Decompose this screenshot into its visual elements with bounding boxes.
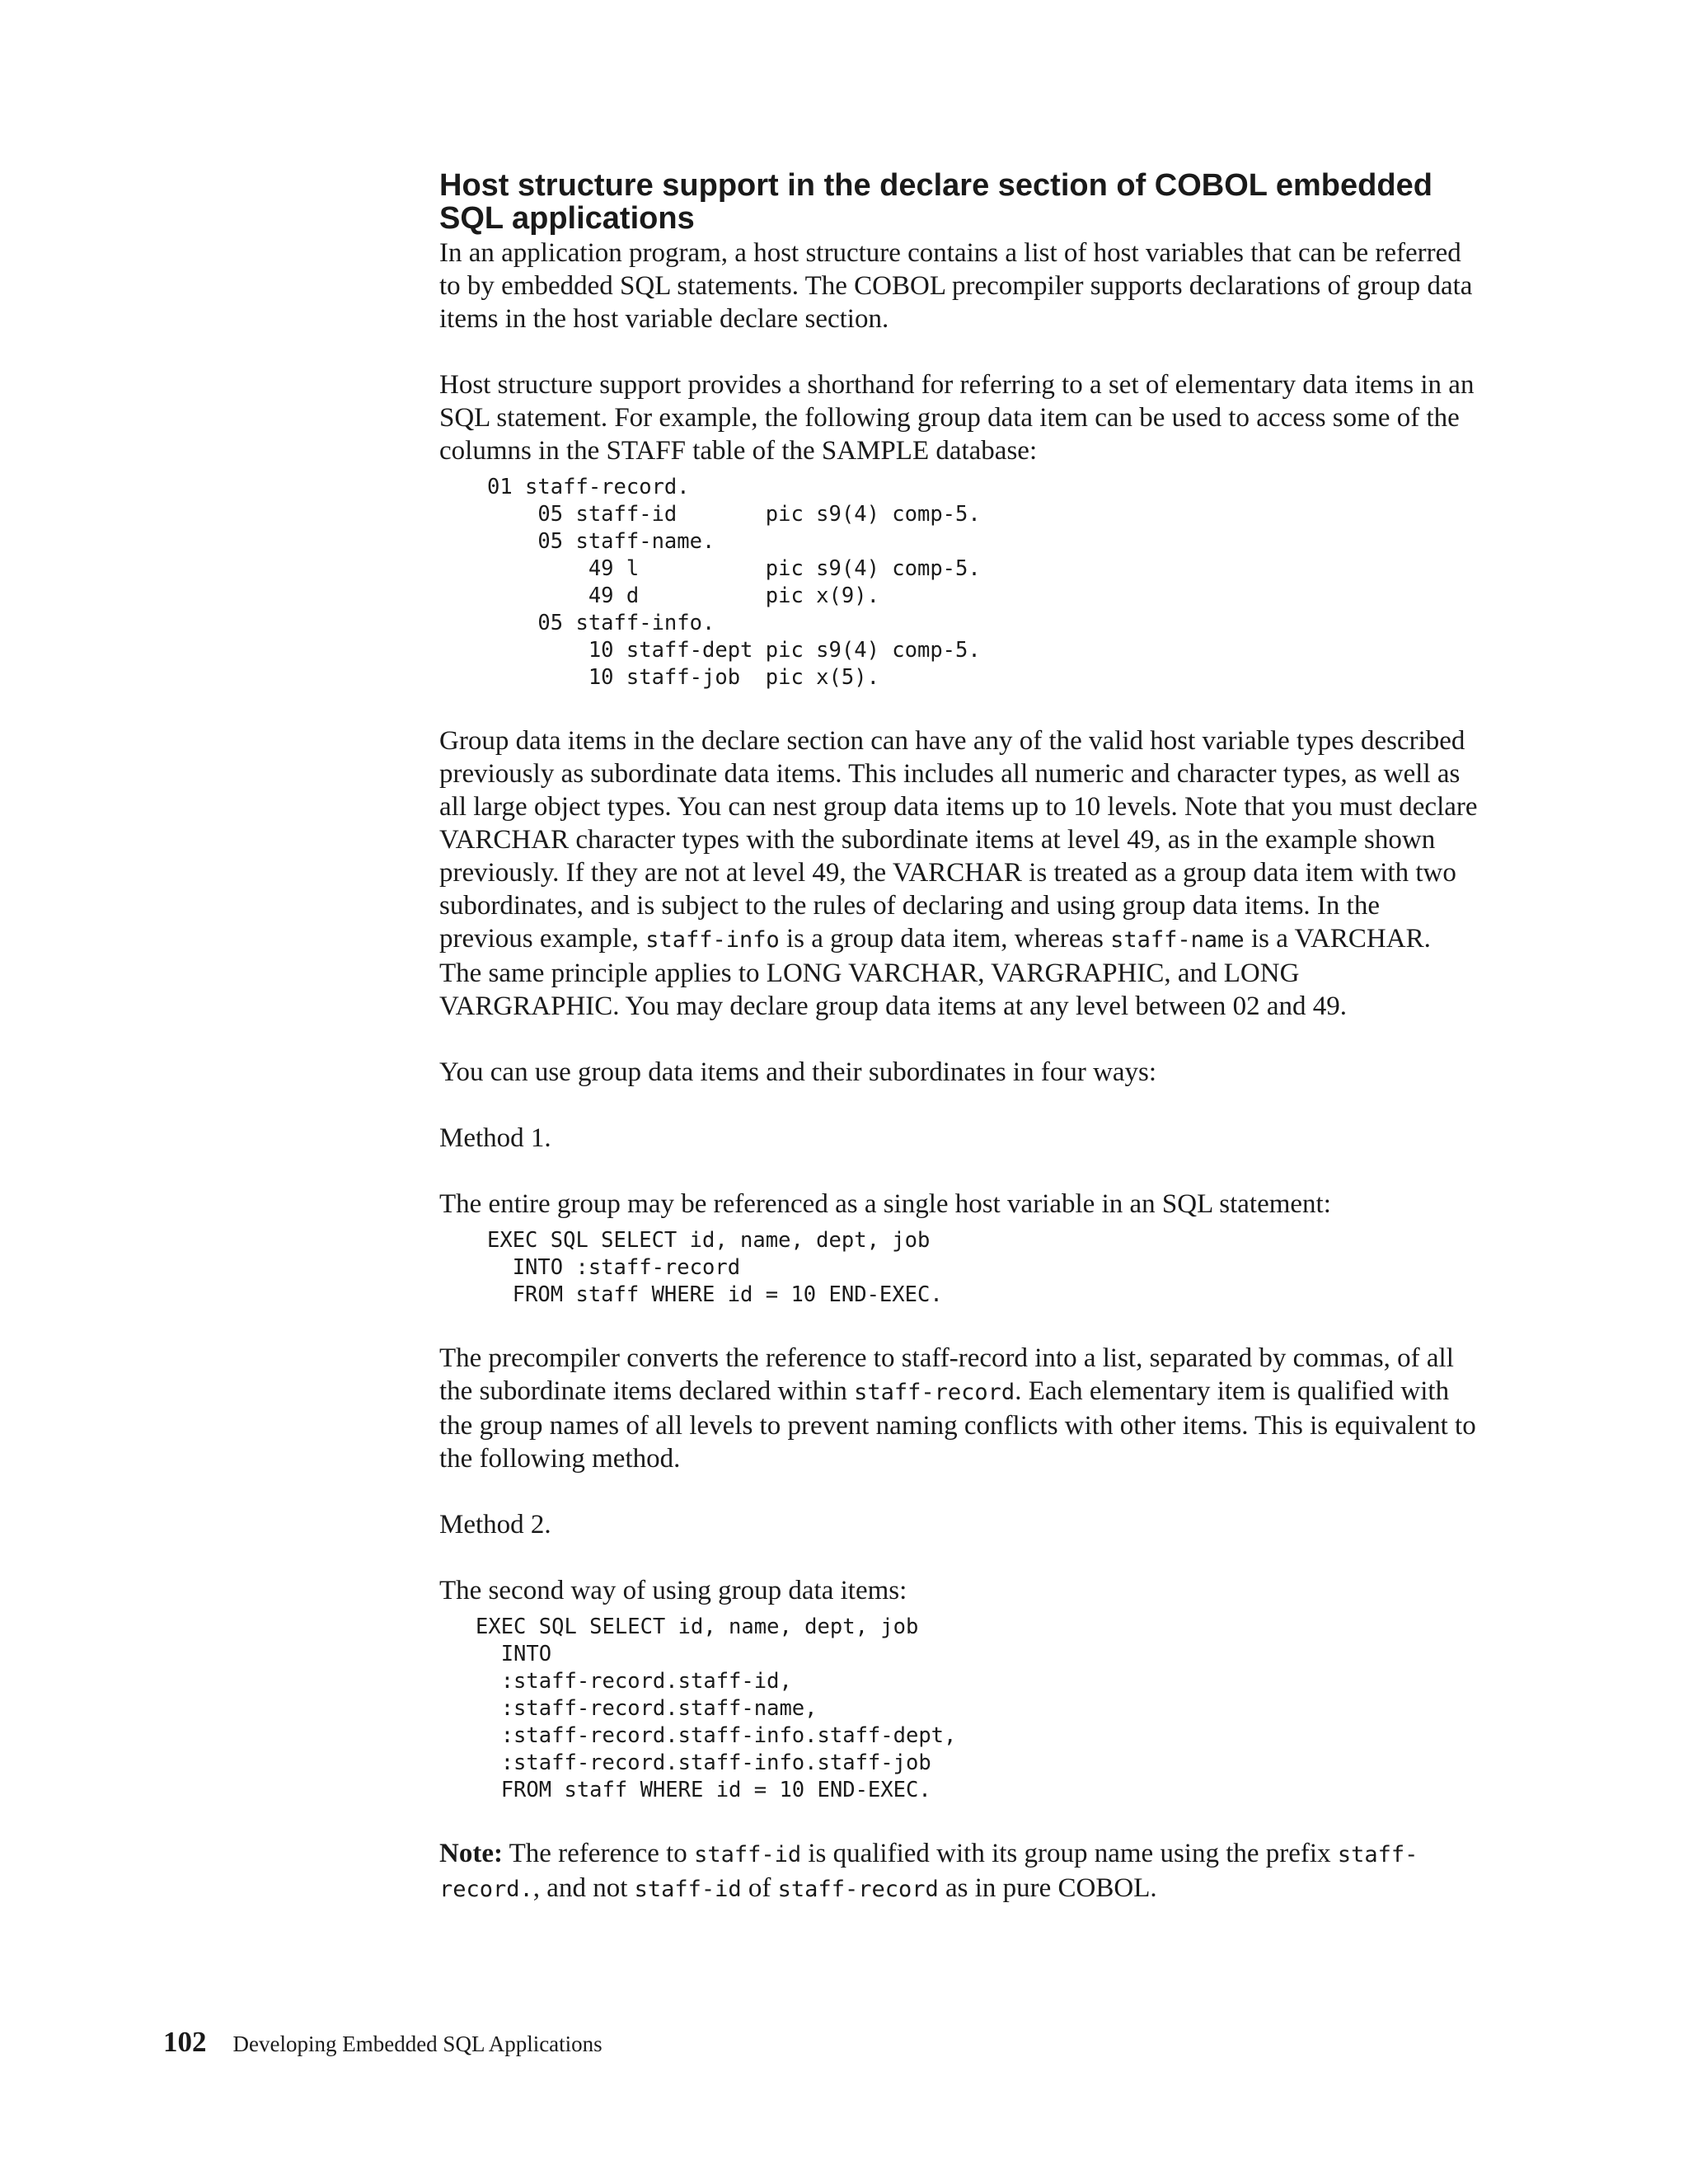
group-items-text-b: is a group data item, whereas	[779, 924, 1111, 954]
note-code-d: staff-record	[777, 1877, 939, 1902]
note-text-d: of	[741, 1873, 778, 1903]
note-text-b: is qualified with its group name using the prefix	[801, 1839, 1338, 1868]
inline-code-staff-record: staff-record	[854, 1380, 1015, 1405]
note-code-b: staff-record.	[439, 1842, 1418, 1902]
precompiler-text-a: The precompiler converts the reference to staff-record into a list, separated by commas, of all the subordinate items declared within	[439, 1343, 1454, 1406]
page-footer	[163, 2026, 603, 2059]
intro-paragraph: In an application program, a host structure contains a list of host variables that can be referred to by embedded SQL statements. The COBOL precompiler supports declarations of group data items in the host variable declare section.	[439, 238, 1473, 334]
four-ways-paragraph: You can use group data items and their subordinates in four ways:	[439, 1057, 1157, 1087]
precompiler-text-b: . Each elementary item is qualified with the group names of all levels to prevent naming conflicts with other items. This is equivalent to the following method.	[439, 1376, 1476, 1474]
method1-label: Method 1.	[439, 1123, 551, 1153]
book-title: Developing Embedded SQL Applications	[232, 2032, 603, 2056]
method2-label: Method 2.	[439, 1510, 551, 1540]
inline-code-staff-info: staff-info	[645, 927, 780, 953]
shorthand-paragraph: Host structure support provides a shorthand for referring to a set of elementary data items in an SQL statement. For example, the following group data item can be used to access some of the columns in the STAFF table of the SAMPLE database:	[439, 370, 1475, 466]
section-title: Host structure support in the declare section of COBOL embedded SQL applications	[439, 168, 1432, 236]
precompiler-paragraph	[439, 1342, 1478, 1475]
note-text-a: The reference to	[502, 1839, 695, 1868]
note-code-c: staff-id	[634, 1877, 742, 1902]
page-number: 102	[163, 2026, 207, 2058]
note-label: Note:	[439, 1839, 503, 1868]
note-text-e: as in pure COBOL.	[938, 1873, 1157, 1903]
group-items-text-a: Group data items in the declare section can have any of the valid host variable types described previously as subordinate data items. This includes all numeric and character types, as well as all large object types. You can nest group data items up to 10 levels. Note that you must declare VARCHAR character types with the subordinate items at level 49, as in the example shown previously. If they are not at level 49, the VARCHAR is treated as a group data item with two subordinates, and is subject to the rules of declaring and using group data items. In the previous example,	[439, 726, 1478, 954]
note-text-c: , and not	[532, 1873, 635, 1903]
code-method2: EXEC SQL SELECT id, name, dept, job INTO :staff-record.staff-id, :staff-record.staff-name, :staff-record.staff-info.staff-dept, :staff-record.staff-info.staff-job FROM staff WHERE id = 10 END-EXEC.	[476, 1615, 957, 1802]
code-staff-record: 01 staff-record. 05 staff-id pic s9(4) comp-5. 05 staff-name. 49 l pic s9(4) comp-5. 49 d pic x(9). 05 staff-info. 10 staff-dept pic s9(4) comp-5. 10 staff-job pic x(5).	[487, 475, 981, 690]
method2-description: The second way of using group data items:	[439, 1576, 907, 1605]
group-items-paragraph	[439, 724, 1478, 1023]
group-items-text-c: is a VARCHAR. The same principle applies to LONG VARCHAR, VARGRAPHIC, and LONG VARGRAPHIC. You may declare group data items at any level between 02 and 49.	[439, 924, 1431, 1021]
note-code-a: staff-id	[694, 1842, 802, 1868]
inline-code-staff-name: staff-name	[1110, 927, 1245, 953]
note-paragraph	[439, 1837, 1478, 1906]
page-content	[439, 169, 1478, 1906]
method1-description: The entire group may be referenced as a single host variable in an SQL statement:	[439, 1189, 1331, 1219]
code-method1: EXEC SQL SELECT id, name, dept, job INTO :staff-record FROM staff WHERE id = 10 END-EXEC.	[487, 1228, 943, 1307]
